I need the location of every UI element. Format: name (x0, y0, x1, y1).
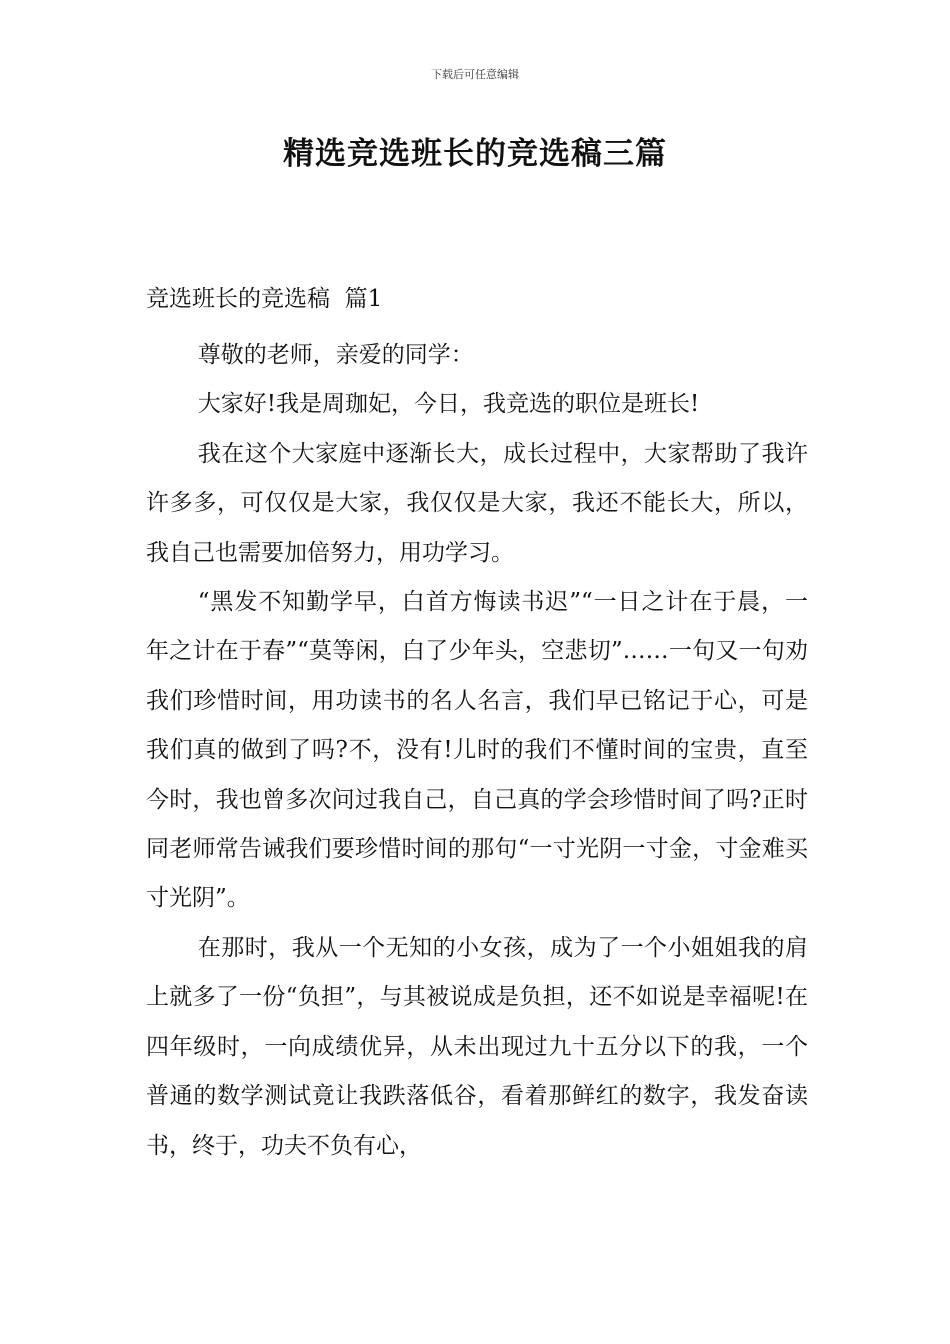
body-text (146, 331, 808, 1171)
header-note: 下载后可任意编辑 (431, 68, 519, 81)
paragraph: 我在这个大家庭中逐渐长大，成长过程中，大家帮助了我许许多多，可仅仅是大家，我仅仅是大家，我还不能长大，所以，我自己也需要加倍努力，用功学习。 (146, 440, 808, 566)
paragraph: 在那时，我从一个无知的小女孩，成为了一个小姐姐我的肩上就多了一份“负担”，与其被说成是负担，还不如说是幸福呢!在四年级时，一向成绩优异，从未出现过九十五分以下的我，一个普通的数学测试竟让我跌落低谷，看着那鲜红的数字，我发奋读书，终于，功夫不负有心， (146, 934, 808, 1159)
paragraph-greeting: 大家好!我是周珈妃，今日，我竞选的职位是班长! (197, 391, 700, 418)
paragraph: “黑发不知勤学早，白首方悔读书迟”“一日之计在于晨，一年之计在于春”“莫等闲，白了少年头，空悲切”……一句又一句劝我们珍惜时间，用功读书的名人名言，我们早已铭记于心，可是我们真的做到了吗?不，没有!儿时的我们不懂时间的宝贵，直至今时，我也曾多次问过我自己，自己真的学会珍惜时间了吗?正时同老师常告诫我们要珍惜时间的那句“一寸光阴一寸金，寸金难买寸光阴”。 (146, 589, 808, 912)
document-title: 精选竞选班长的竞选稿三篇 (283, 136, 667, 172)
section-heading: 竞选班长的竞选稿 篇1 (146, 286, 383, 312)
paragraph-salutation: 尊敬的老师，亲爱的同学： (197, 342, 474, 368)
